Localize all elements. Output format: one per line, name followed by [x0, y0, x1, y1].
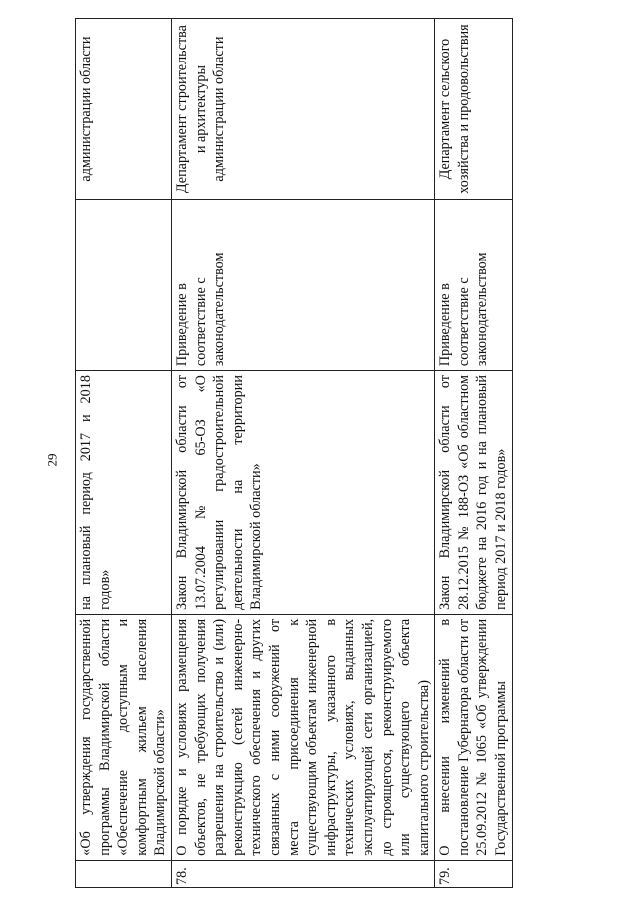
act-basis: Закон Владимирской области от 28.12.2015 № 188-ОЗ «Об областном бюджете на 2016 год и на плановый период 2017 и 2018 годов»	[435, 371, 512, 615]
table-row	[171, 19, 434, 888]
act-title: О внесении изменений в постановление Губернатора области от 25.09.2012 № 1065 «Об утверждении Государственной программы	[435, 614, 512, 860]
act-title: О порядке и условиях размещения объектов, не требующих получения разрешения на строительство и (или) реконструкцию (сетей инженерно-технического обеспечения и других связанных с ними сооружений от места присоединения к существующим объектам инженерной инфраструктуры, указанного в технических условиях, выданных эксплуатирующей сети организацией, до строящегося, реконструируемого или существующего объекта капитального строительства)	[171, 614, 434, 860]
row-number: 78.	[171, 860, 434, 887]
act-reason: Приведение в соответствие с законодательством	[435, 200, 512, 371]
act-basis: Закон Владимирской области от 13.07.2004 № 65-ОЗ «О регулировании градостроительной деятельности на территории Владимирской области»	[171, 371, 434, 615]
page-number: 29	[44, 453, 60, 467]
act-reason	[76, 200, 172, 371]
responsible-department: Департамент сельского хозяйства и продовольствия	[435, 19, 512, 200]
responsible-department: администрации области	[76, 19, 172, 200]
responsible-department: Департамент строительства и архитектуры администрации области	[171, 19, 434, 200]
row-number	[76, 860, 172, 887]
table-row	[435, 19, 512, 888]
act-basis: на плановый период 2017 и 2018 годов»	[76, 371, 172, 615]
row-number: 79.	[435, 860, 512, 887]
legal-acts-table	[75, 18, 513, 888]
act-reason: Приведение в соответствие с законодательством	[171, 200, 434, 371]
act-title: «Об утверждения государственной программы Владимирской области «Обеспечение доступным и комфортным жильем населения Владимирской области»	[76, 614, 172, 860]
table-row	[76, 19, 172, 888]
rotated-table-container	[75, 18, 555, 888]
